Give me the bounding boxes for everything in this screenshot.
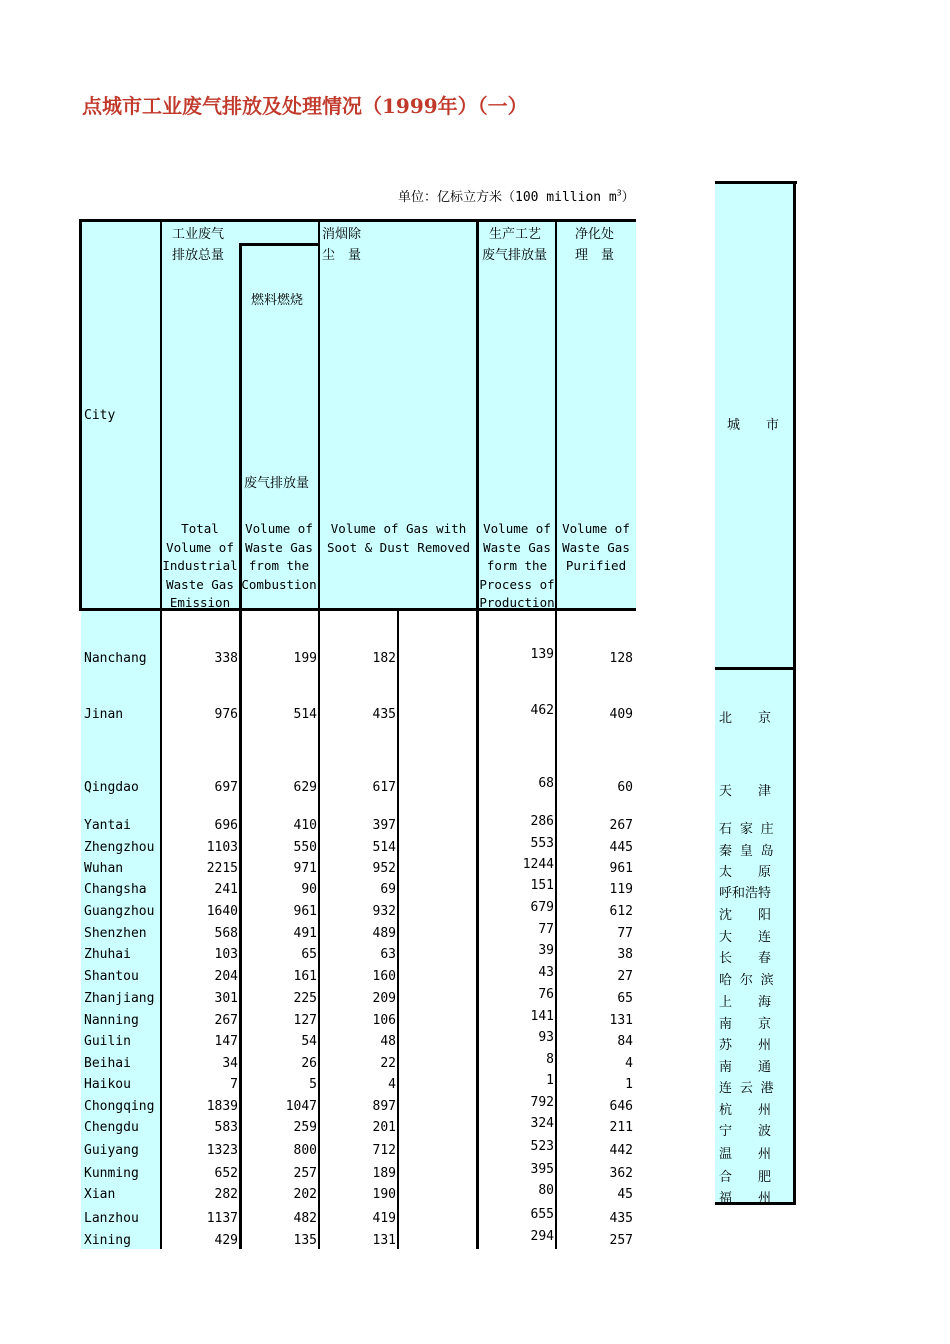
purified-cell: 646 (609, 1099, 633, 1114)
soot-removed-cell: 189 (372, 1166, 396, 1181)
cn-city-cell: 太 原 (719, 865, 772, 880)
purified-cell: 4 (625, 1056, 633, 1071)
purified-cell: 119 (609, 882, 633, 897)
purified-cell: 257 (609, 1233, 633, 1248)
soot-removed-cell: 897 (372, 1099, 396, 1114)
soot-removed-cell: 69 (380, 882, 396, 897)
purified-cell: 27 (617, 969, 633, 984)
city-cell: Zhuhai (84, 947, 131, 962)
cn-city-cell: 宁 波 (719, 1124, 772, 1139)
total-cell: 241 (214, 882, 238, 897)
purified-cell: 38 (617, 947, 633, 962)
page-title: 点城市工业废气排放及处理情况（1999年）（一） (82, 94, 528, 118)
cn-city-cell: 温 州 (719, 1147, 772, 1162)
soot-removed-cell: 712 (372, 1143, 396, 1158)
header-pur-en: Volume of Waste Gas Purified (562, 521, 630, 573)
header-pur-cn-2: 理 量 (575, 248, 615, 263)
purified-cell: 267 (609, 818, 633, 833)
process-cell: 462 (530, 703, 554, 718)
table-row (0, 1031, 950, 1053)
soot-removed-cell: 435 (372, 707, 396, 722)
unit-prefix: 单位：亿标立方米（100 million m (398, 190, 617, 205)
city-cell: Changsha (84, 882, 147, 897)
cn-city-cell: 北 京 (719, 711, 772, 726)
combustion-cell: 800 (293, 1143, 317, 1158)
combustion-cell: 629 (293, 780, 317, 795)
cn-city-cell: 沈 阳 (719, 908, 772, 923)
soot-removed-cell: 106 (372, 1013, 396, 1028)
combustion-cell: 127 (293, 1013, 317, 1028)
table-row (0, 1184, 950, 1206)
combustion-cell: 550 (293, 840, 317, 855)
total-cell: 1323 (206, 1143, 238, 1158)
cn-city-cell: 连 云 港 (719, 1081, 774, 1096)
table-row (0, 837, 950, 859)
city-cell: Guangzhou (84, 904, 155, 919)
process-cell: 324 (530, 1116, 554, 1131)
divider-comb-top (239, 243, 319, 246)
header-soot-cn-1: 消烟除 (322, 227, 362, 242)
table-left-border (79, 219, 82, 611)
soot-removed-cell: 617 (372, 780, 396, 795)
city-cell: Chengdu (84, 1120, 139, 1135)
city-cell: Shantou (84, 969, 139, 984)
purified-cell: 65 (617, 991, 633, 1006)
soot-removed-cell: 419 (372, 1211, 396, 1226)
purified-cell: 84 (617, 1034, 633, 1049)
purified-cell: 128 (609, 651, 633, 666)
total-cell: 7 (230, 1077, 238, 1092)
process-cell: 39 (538, 943, 554, 958)
purified-cell: 612 (609, 904, 633, 919)
process-cell: 1 (546, 1073, 554, 1088)
combustion-cell: 90 (301, 882, 317, 897)
soot-removed-cell: 952 (372, 861, 396, 876)
soot-removed-cell: 160 (372, 969, 396, 984)
purified-cell: 77 (617, 926, 633, 941)
soot-removed-cell: 22 (380, 1056, 396, 1071)
header-comb-cn-2: 废气排放量 (244, 476, 310, 491)
table-row (0, 1010, 950, 1032)
process-cell: 141 (530, 1009, 554, 1024)
combustion-cell: 491 (293, 926, 317, 941)
city-cell: Guiyang (84, 1143, 139, 1158)
city-cell: Wuhan (84, 861, 124, 876)
unit-superscript: 3 (616, 188, 622, 198)
total-cell: 147 (214, 1034, 238, 1049)
cn-city-cell: 天 津 (719, 784, 772, 799)
soot-removed-cell: 514 (372, 840, 396, 855)
cn-city-cell: 福 州 (719, 1191, 772, 1206)
header-total-cn-1: 工业废气 (172, 227, 225, 242)
total-cell: 696 (214, 818, 238, 833)
combustion-cell: 5 (309, 1077, 317, 1092)
soot-removed-cell: 48 (380, 1034, 396, 1049)
table-row (0, 1053, 950, 1075)
city-cell: Xian (84, 1187, 116, 1202)
soot-removed-cell: 4 (388, 1077, 396, 1092)
header-city-cn: 城 市 (727, 418, 780, 433)
soot-removed-cell: 489 (372, 926, 396, 941)
soot-removed-cell: 131 (372, 1233, 396, 1248)
cn-city-cell: 杭 州 (719, 1103, 772, 1118)
total-cell: 1103 (206, 840, 238, 855)
process-cell: 93 (538, 1030, 554, 1045)
header-pur-cn-1: 净化处 (575, 227, 615, 242)
soot-removed-cell: 201 (372, 1120, 396, 1135)
total-cell: 338 (214, 651, 238, 666)
city-cell: Zhanjiang (84, 991, 155, 1006)
cn-city-cell: 呼和浩特 (719, 886, 772, 901)
purified-cell: 409 (609, 707, 633, 722)
purified-cell: 211 (609, 1120, 633, 1135)
table-row (0, 1163, 950, 1185)
soot-removed-cell: 209 (372, 991, 396, 1006)
total-cell: 1137 (206, 1211, 238, 1226)
combustion-cell: 161 (293, 969, 317, 984)
combustion-cell: 199 (293, 651, 317, 666)
combustion-cell: 202 (293, 1187, 317, 1202)
city-cell: Chongqing (84, 1099, 155, 1114)
total-cell: 1839 (206, 1099, 238, 1114)
cn-city-cell: 合 肥 (719, 1170, 772, 1185)
table-row (0, 1074, 950, 1096)
total-cell: 34 (222, 1056, 238, 1071)
purified-cell: 45 (617, 1187, 633, 1202)
unit-label (398, 186, 635, 205)
process-cell: 395 (530, 1162, 554, 1177)
table-row (0, 901, 950, 923)
purified-cell: 961 (609, 861, 633, 876)
table-row (0, 648, 950, 670)
header-proc-cn-1: 生产工艺 (489, 227, 542, 242)
cn-city-cell: 南 京 (719, 1017, 772, 1032)
cn-top-border (715, 181, 797, 184)
table-row (0, 704, 950, 726)
cn-city-cell: 苏 州 (719, 1038, 772, 1053)
purified-cell: 362 (609, 1166, 633, 1181)
header-comb-cn-1: 燃料燃烧 (251, 293, 304, 308)
soot-removed-cell: 190 (372, 1187, 396, 1202)
header-comb-en: Volume of Waste Gas from the Combustion (241, 521, 317, 592)
combustion-cell: 225 (293, 991, 317, 1006)
total-cell: 301 (214, 991, 238, 1006)
process-cell: 77 (538, 922, 554, 937)
total-cell: 697 (214, 780, 238, 795)
table-row (0, 1096, 950, 1118)
process-cell: 655 (530, 1207, 554, 1222)
city-cell: Kunming (84, 1166, 139, 1181)
total-cell: 2215 (206, 861, 238, 876)
purified-cell: 1 (625, 1077, 633, 1092)
table-row (0, 777, 950, 799)
combustion-cell: 961 (293, 904, 317, 919)
city-cell: Yantai (84, 818, 131, 833)
process-cell: 553 (530, 836, 554, 851)
header-total-cn-2: 排放总量 (172, 248, 225, 263)
city-cell: Qingdao (84, 780, 139, 795)
combustion-cell: 410 (293, 818, 317, 833)
purified-cell: 445 (609, 840, 633, 855)
table-row (0, 879, 950, 901)
combustion-cell: 26 (301, 1056, 317, 1071)
cn-city-cell: 大 连 (719, 930, 772, 945)
city-cell: Shenzhen (84, 926, 147, 941)
process-cell: 151 (530, 878, 554, 893)
process-cell: 68 (538, 776, 554, 791)
table-row (0, 858, 950, 880)
combustion-cell: 1047 (285, 1099, 317, 1114)
combustion-cell: 135 (293, 1233, 317, 1248)
combustion-cell: 514 (293, 707, 317, 722)
total-cell: 1640 (206, 904, 238, 919)
combustion-cell: 482 (293, 1211, 317, 1226)
table-row (0, 1208, 950, 1230)
combustion-cell: 257 (293, 1166, 317, 1181)
city-cell: Lanzhou (84, 1211, 139, 1226)
cn-city-cell: 石 家 庄 (719, 822, 774, 837)
city-cell: Jinan (84, 707, 124, 722)
header-city-en: City (84, 408, 116, 423)
table-row (0, 1140, 950, 1162)
process-cell: 1244 (522, 857, 554, 872)
cn-city-cell: 长 春 (719, 951, 772, 966)
header-proc-en: Volume of Waste Gas form the Process of Production (479, 521, 555, 610)
soot-removed-cell: 63 (380, 947, 396, 962)
total-cell: 568 (214, 926, 238, 941)
header-top-border (79, 219, 636, 222)
header-soot-cn-2: 尘 量 (322, 248, 362, 263)
soot-removed-cell: 397 (372, 818, 396, 833)
process-cell: 8 (546, 1052, 554, 1067)
table-row (0, 1230, 950, 1252)
total-cell: 976 (214, 707, 238, 722)
header-total-en: Total Volume of Industrial Waste Gas Emission (162, 521, 238, 610)
table-row (0, 923, 950, 945)
unit-suffix: ） (621, 190, 635, 205)
total-cell: 267 (214, 1013, 238, 1028)
table-row (0, 1117, 950, 1139)
table-row (0, 966, 950, 988)
table-row (0, 944, 950, 966)
process-cell: 80 (538, 1183, 554, 1198)
process-cell: 43 (538, 965, 554, 980)
purified-cell: 435 (609, 1211, 633, 1226)
cn-city-cell: 哈 尔 滨 (719, 973, 774, 988)
process-cell: 139 (530, 647, 554, 662)
city-cell: Beihai (84, 1056, 131, 1071)
process-cell: 792 (530, 1095, 554, 1110)
city-cell: Xining (84, 1233, 131, 1248)
soot-removed-cell: 182 (372, 651, 396, 666)
city-cell: Zhengzhou (84, 840, 155, 855)
header-soot-en: Volume of Gas with Soot & Dust Removed (327, 521, 470, 555)
city-cell: Nanchang (84, 651, 147, 666)
process-cell: 76 (538, 987, 554, 1002)
city-cell: Guilin (84, 1034, 131, 1049)
total-cell: 429 (214, 1233, 238, 1248)
cn-city-cell: 南 通 (719, 1060, 772, 1075)
process-cell: 679 (530, 900, 554, 915)
combustion-cell: 54 (301, 1034, 317, 1049)
cn-city-cell: 上 海 (719, 995, 772, 1010)
total-cell: 583 (214, 1120, 238, 1135)
process-cell: 294 (530, 1229, 554, 1244)
table-row (0, 988, 950, 1010)
total-cell: 652 (214, 1166, 238, 1181)
total-cell: 282 (214, 1187, 238, 1202)
process-cell: 523 (530, 1139, 554, 1154)
combustion-cell: 971 (293, 861, 317, 876)
soot-removed-cell: 932 (372, 904, 396, 919)
city-cell: Haikou (84, 1077, 131, 1092)
total-cell: 204 (214, 969, 238, 984)
purified-cell: 442 (609, 1143, 633, 1158)
purified-cell: 60 (617, 780, 633, 795)
purified-cell: 131 (609, 1013, 633, 1028)
header-proc-cn-2: 废气排放量 (482, 248, 548, 263)
table-row (0, 815, 950, 837)
combustion-cell: 259 (293, 1120, 317, 1135)
combustion-cell: 65 (301, 947, 317, 962)
total-cell: 103 (214, 947, 238, 962)
process-cell: 286 (530, 814, 554, 829)
city-cell: Nanning (84, 1013, 139, 1028)
cn-city-cell: 秦 皇 岛 (719, 844, 774, 859)
